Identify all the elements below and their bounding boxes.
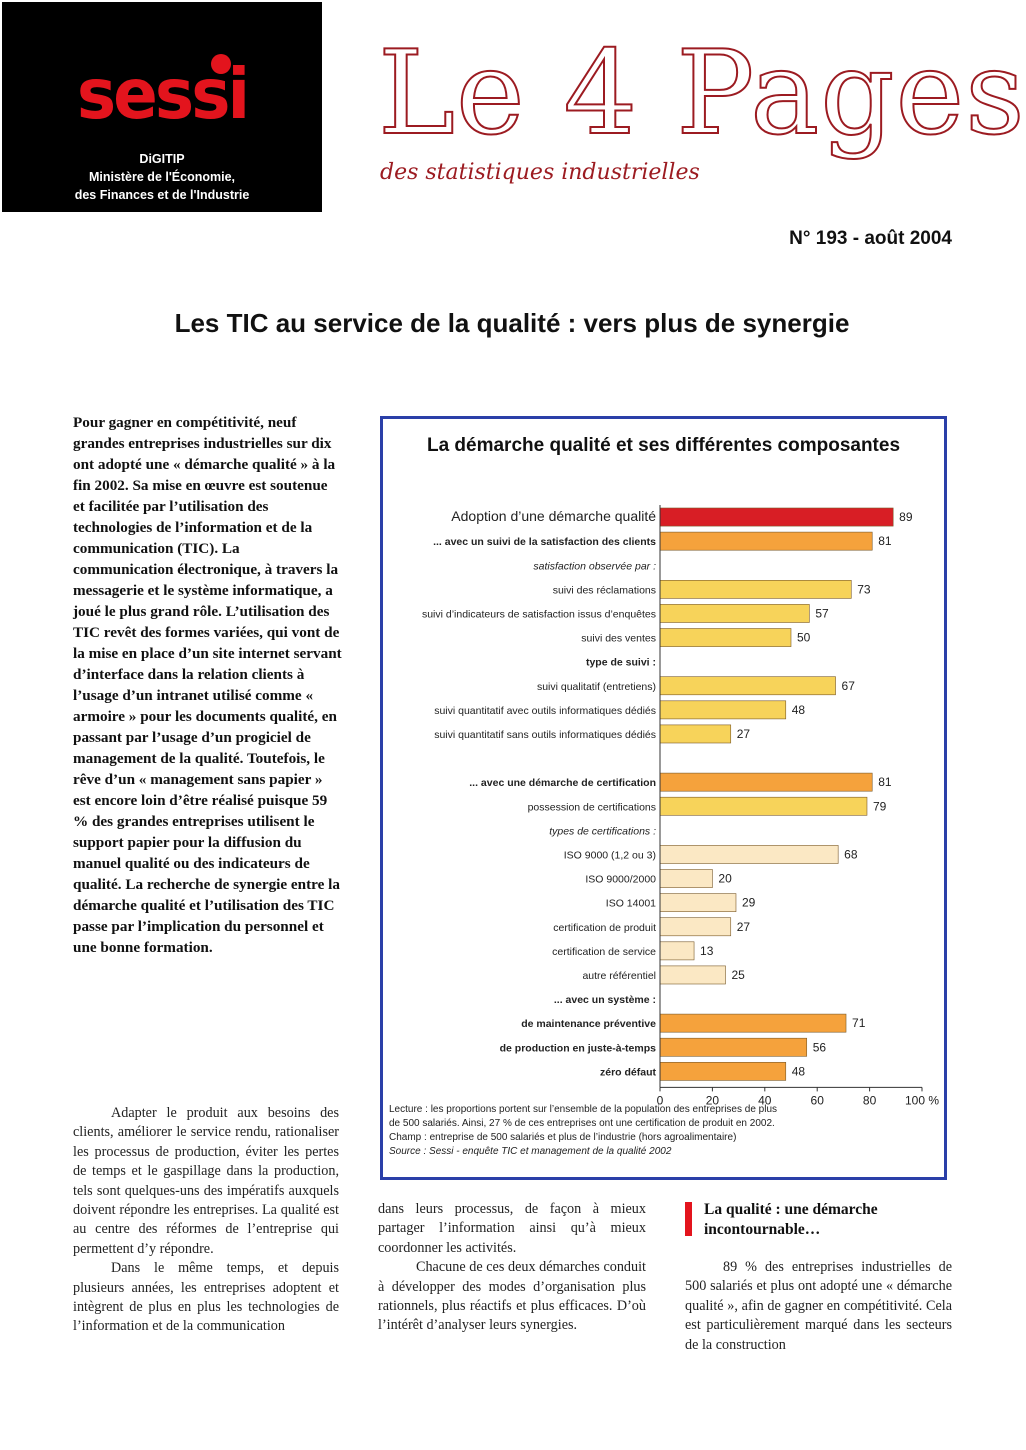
bar — [660, 773, 872, 791]
body-paragraph: Dans le même temps, et depuis plusieurs années, les entreprises adoptent et intègrent de plus en plus les technologies de l’information et de la communication — [73, 1260, 339, 1335]
bar-label: satisfaction observée par : — [533, 560, 656, 573]
bar-value-label: 13 — [700, 943, 714, 958]
bar — [660, 845, 838, 863]
bar-label: types de certifications : — [549, 825, 656, 838]
bar-value-label: 89 — [899, 510, 913, 525]
logo-line-finances: des Finances et de l'Industrie — [74, 188, 250, 202]
bar-label: type de suivi : — [585, 656, 656, 669]
bar-value-label: 81 — [878, 775, 892, 790]
bar-value-label: 20 — [718, 871, 732, 886]
chart-note: Champ : entreprise de 500 salariés et plus de l’industrie (hors agroalimentaire) — [389, 1132, 737, 1143]
bar-label: ISO 9000 (1,2 ou 3) — [563, 849, 656, 862]
body-paragraph: dans leurs processus, de façon à mieux partager l’information ainsi qu’à mieux coordonner les activités. — [378, 1201, 646, 1256]
bar — [660, 1014, 846, 1032]
issue-number: N° 193 - août 2004 — [789, 228, 952, 249]
bar-value-label: 27 — [736, 726, 751, 741]
x-tick-label: 0 — [656, 1093, 664, 1108]
bar-value-label: 56 — [812, 1040, 827, 1055]
x-tick-label: 40 — [758, 1093, 772, 1108]
bar — [660, 580, 851, 598]
body-column-right — [685, 1258, 952, 1355]
bar-label: ... avec une démarche de certification — [469, 777, 656, 790]
publication-title: Le 4 Pages — [378, 26, 1026, 161]
bar-label: de production en juste-à-temps — [499, 1042, 656, 1055]
bar-value-label: 67 — [841, 678, 855, 693]
bar — [660, 1038, 807, 1056]
bar-value-label: 50 — [797, 630, 811, 645]
intro-paragraph: Pour gagner en compétitivité, neuf grandes entreprises industrielles sur dix ont adopté une « démarche qualité » à la fin 2002. Sa mise en œuvre est soutenue et facilitée par l’utilisation des technologies de l’information et de la communication (TIC). La communication électronique, à travers la messagerie et le système informatique, a joué le plus grand rôle. L’utilisation des TIC revêt des formes variées, qui vont de la mise en place d’un site internet servant d’interface dans la relation clients à l’usage d’un intranet utilisé comme « armoire » pour les documents qualité, en passant par l’usage d’un progiciel de management de la qualité. Toutefois, le rêve d’un « management sans papier » est encore loin d’être réalisé puisque 59 % des grandes entreprises utilisent le support papier pour la diffusion du manuel qualité ou des indicateurs de qualité. La recherche de synergie entre la démarche qualité et l’utilisation des TIC passe par l’implication du personnel et une bonne formation. — [73, 414, 342, 956]
x-tick-label: 100 % — [904, 1093, 940, 1108]
body-column-left — [73, 1104, 339, 1337]
bar — [660, 604, 809, 622]
bar-label: ISO 14001 — [605, 897, 656, 910]
section-marker — [685, 1202, 692, 1236]
bar — [660, 629, 791, 647]
chart-notes — [389, 1103, 937, 1159]
bar-label: suivi d’indicateurs de satisfaction issus d’enquêtes — [421, 608, 656, 621]
body-column-middle — [378, 1200, 646, 1336]
bar-label: autre référentiel — [582, 969, 656, 982]
bar — [660, 532, 872, 550]
bar-label: zéro défaut — [599, 1066, 656, 1079]
article-title: Les TIC au service de la qualité : vers plus de synergie — [174, 308, 850, 338]
bar-value-label: 73 — [857, 582, 871, 597]
bar — [660, 725, 731, 743]
logo-line-digitip: DiGITIP — [139, 152, 185, 166]
bar — [660, 701, 786, 719]
chart-note: de 500 salariés. Ainsi, 27 % de ces entreprises ont une certification de produit en 2002. — [389, 1118, 775, 1129]
bar-value-label: 25 — [731, 967, 745, 982]
bar-value-label: 48 — [791, 702, 806, 717]
x-tick-label: 80 — [862, 1093, 877, 1108]
bar-label: certification de produit — [553, 921, 656, 934]
chart-note: Source : Sessi - enquête TIC et management de la qualité 2002 — [389, 1146, 672, 1157]
body-paragraph: 89 % des entreprises industrielles de 500 salariés et plus ont adopté une « démarche qualité », afin de gagner en compétitivité. Cela est particulièrement marqué dans les secteurs de la construction — [685, 1259, 952, 1353]
bar-value-label: 48 — [791, 1064, 806, 1079]
chart-note: Lecture : les proportions portent sur l’ensemble de la population des entreprises de plus — [389, 1104, 778, 1115]
bar — [660, 870, 712, 888]
bar — [660, 677, 836, 695]
bar — [660, 942, 694, 960]
bar-chart — [383, 419, 944, 1108]
bar-value-label: 29 — [741, 895, 756, 910]
bar-value-label: 81 — [878, 534, 892, 549]
bar — [660, 966, 726, 984]
bar-label: certification de service — [552, 945, 656, 958]
bar-label: Adoption d’une démarche qualité — [451, 508, 656, 525]
bar — [660, 1062, 786, 1080]
section-heading-text: La qualité : une démarche incontournable… — [704, 1201, 878, 1238]
bar-label: suivi quantitatif sans outils informatiques dédiés — [434, 728, 656, 741]
bar-value-label: 79 — [872, 799, 887, 814]
bar-label: suivi des ventes — [581, 632, 656, 645]
bar — [660, 508, 893, 526]
bar-label: ... avec un système : — [553, 994, 656, 1007]
x-tick-label: 60 — [810, 1093, 824, 1108]
bar — [660, 797, 867, 815]
bar — [660, 894, 736, 912]
bar-value-label: 27 — [736, 919, 751, 934]
bar — [660, 918, 731, 936]
bar-label: suivi qualitatif (entretiens) — [536, 680, 656, 693]
bar-label: suivi quantitatif avec outils informatiques dédiés — [434, 704, 656, 717]
chart-frame — [380, 416, 947, 1180]
bar-value-label: 71 — [852, 1016, 866, 1031]
sessi-logo-block — [2, 2, 322, 212]
bar-value-label: 68 — [844, 847, 858, 862]
bar-label: ISO 9000/2000 — [585, 873, 656, 886]
bar-label: ... avec un suivi de la satisfaction des clients — [433, 536, 656, 549]
bar-label: possession de certifications — [527, 801, 656, 814]
bar-label: suivi des réclamations — [552, 584, 656, 597]
bar-value-label: 57 — [815, 606, 829, 621]
body-paragraph: Adapter le produit aux besoins des clients, améliorer le service rendu, rationaliser les processus de production, éviter les pertes de temps et le gaspillage dans la production, tels sont quelques-uns des impératifs auxquels doivent répondre les entreprises. La qualité est au centre des réformes de l’entreprise qui permettent d’y répondre. — [73, 1105, 339, 1257]
bar-label: de maintenance préventive — [521, 1018, 656, 1031]
publication-subtitle: des statistiques industrielles — [380, 160, 700, 185]
sessi-logo: sessi — [76, 54, 248, 135]
body-paragraph: Chacune de ces deux démarches conduit à développer des modes d’organisation plus rationnels, plus réactifs et plus efficaces. D’où l’intérêt d’analyser leurs synergies. — [378, 1259, 646, 1334]
x-tick-label: 20 — [705, 1093, 720, 1108]
chart-title: La démarche qualité et ses différentes composantes — [426, 435, 901, 456]
logo-line-ministere: Ministère de l'Économie, — [88, 170, 236, 184]
